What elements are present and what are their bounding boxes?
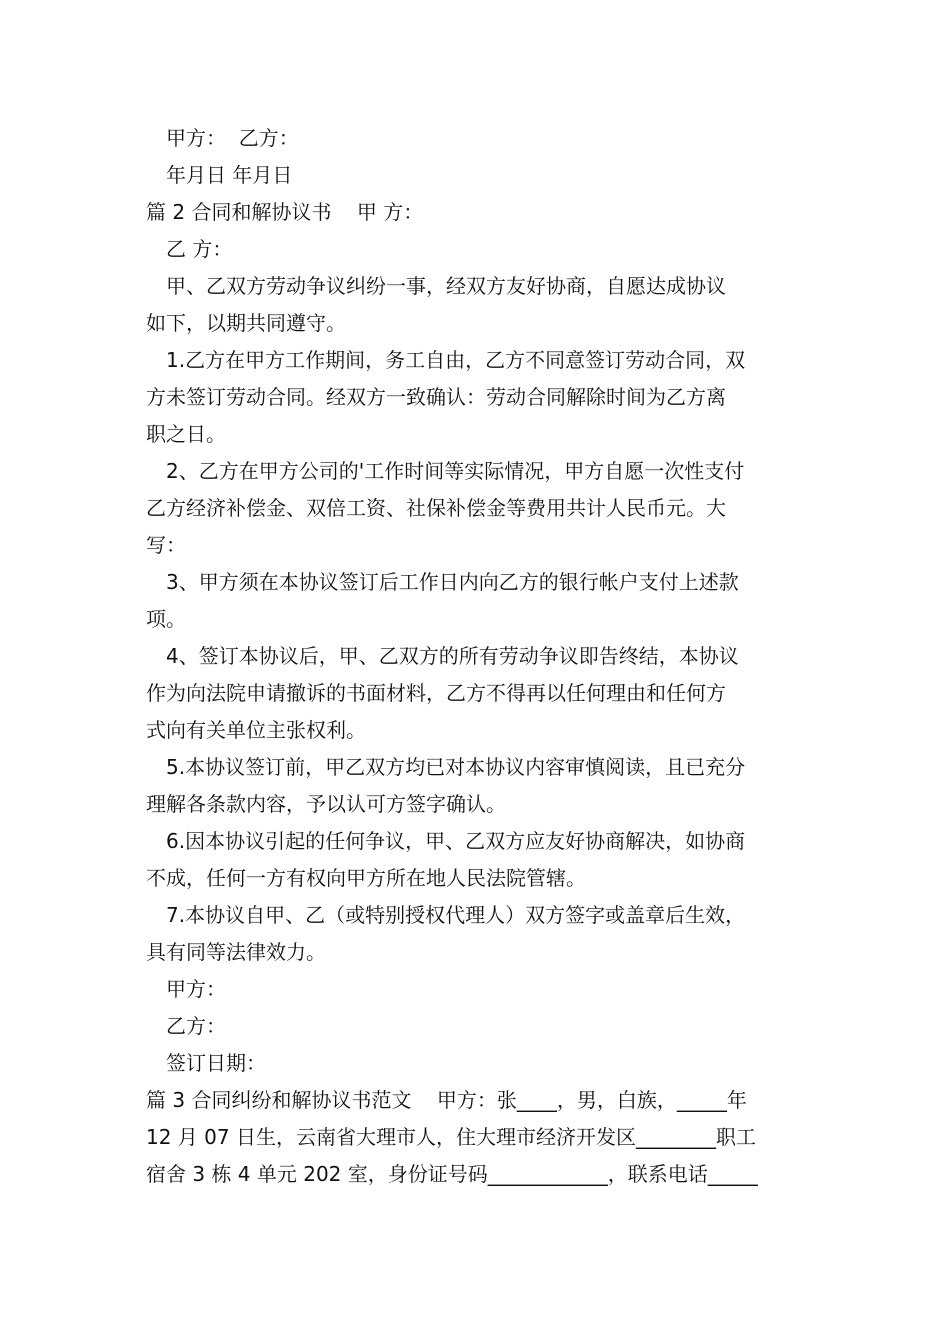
text-line: 乙方： bbox=[166, 1014, 226, 1038]
text-line: 甲方： 乙方： bbox=[166, 126, 299, 150]
text-line: 7.本协议自甲、乙（或特别授权代理人）双方签字或盖章后生效， bbox=[166, 903, 746, 927]
text-line: 乙 方： bbox=[166, 237, 233, 261]
text-line: 12 月 07 日生，云南省大理市人，住大理市经济开发区________职工 bbox=[146, 1125, 756, 1149]
text-line: 3、甲方须在本协议签订后工作日内向乙方的银行帐户支付上述款 bbox=[166, 570, 739, 594]
text-line: 方未签订劳动合同。经双方一致确认：劳动合同解除时间为乙方离 bbox=[146, 385, 726, 409]
text-line: 宿舍 3 栋 4 单元 202 室，身份证号码____________，联系电话_____ bbox=[146, 1162, 758, 1186]
text-line: 职之日。 bbox=[146, 422, 226, 446]
text-line: 乙方经济补偿金、双倍工资、社保补偿金等费用共计人民币元。大 bbox=[146, 496, 726, 520]
text-line: 如下，以期共同遵守。 bbox=[146, 311, 346, 335]
text-line: 年月日 年月日 bbox=[166, 163, 293, 187]
text-line: 2、乙方在甲方公司的'工作时间等实际情况，甲方自愿一次性支付 bbox=[166, 459, 745, 483]
document-body bbox=[146, 120, 808, 1193]
text-line: 1.乙方在甲方工作期间，务工自由，乙方不同意签订劳动合同，双 bbox=[166, 348, 746, 372]
text-line: 理解各条款内容，予以认可方签字确认。 bbox=[146, 792, 506, 816]
text-line: 式向有关单位主张权利。 bbox=[146, 718, 366, 742]
text-line: 签订日期： bbox=[166, 1051, 266, 1075]
text-line: 5.本协议签订前，甲乙双方均已对本协议内容审慎阅读，且已充分 bbox=[166, 755, 746, 779]
text-line: 4、签订本协议后，甲、乙双方的所有劳动争议即告终结，本协议 bbox=[166, 644, 739, 668]
section-heading-line: 篇 3 合同纠纷和解协议书范文 甲方：张____，男，白族，_____年 bbox=[146, 1088, 747, 1112]
text-line: 不成，任何一方有权向甲方所在地人民法院管辖。 bbox=[146, 866, 586, 890]
text-line: 具有同等法律效力。 bbox=[146, 940, 326, 964]
text-line: 作为向法院申请撤诉的书面材料，乙方不得再以任何理由和任何方 bbox=[146, 681, 726, 705]
text-line: 甲方： bbox=[166, 977, 226, 1001]
text-line: 项。 bbox=[146, 607, 186, 631]
text-line: 写： bbox=[146, 533, 186, 557]
text-line: 6.因本协议引起的任何争议，甲、乙双方应友好协商解决，如协商 bbox=[166, 829, 746, 853]
section-heading-line: 篇 2 合同和解协议书 甲 方： bbox=[146, 200, 424, 224]
text-line: 甲、乙双方劳动争议纠纷一事，经双方友好协商，自愿达成协议 bbox=[166, 274, 726, 298]
